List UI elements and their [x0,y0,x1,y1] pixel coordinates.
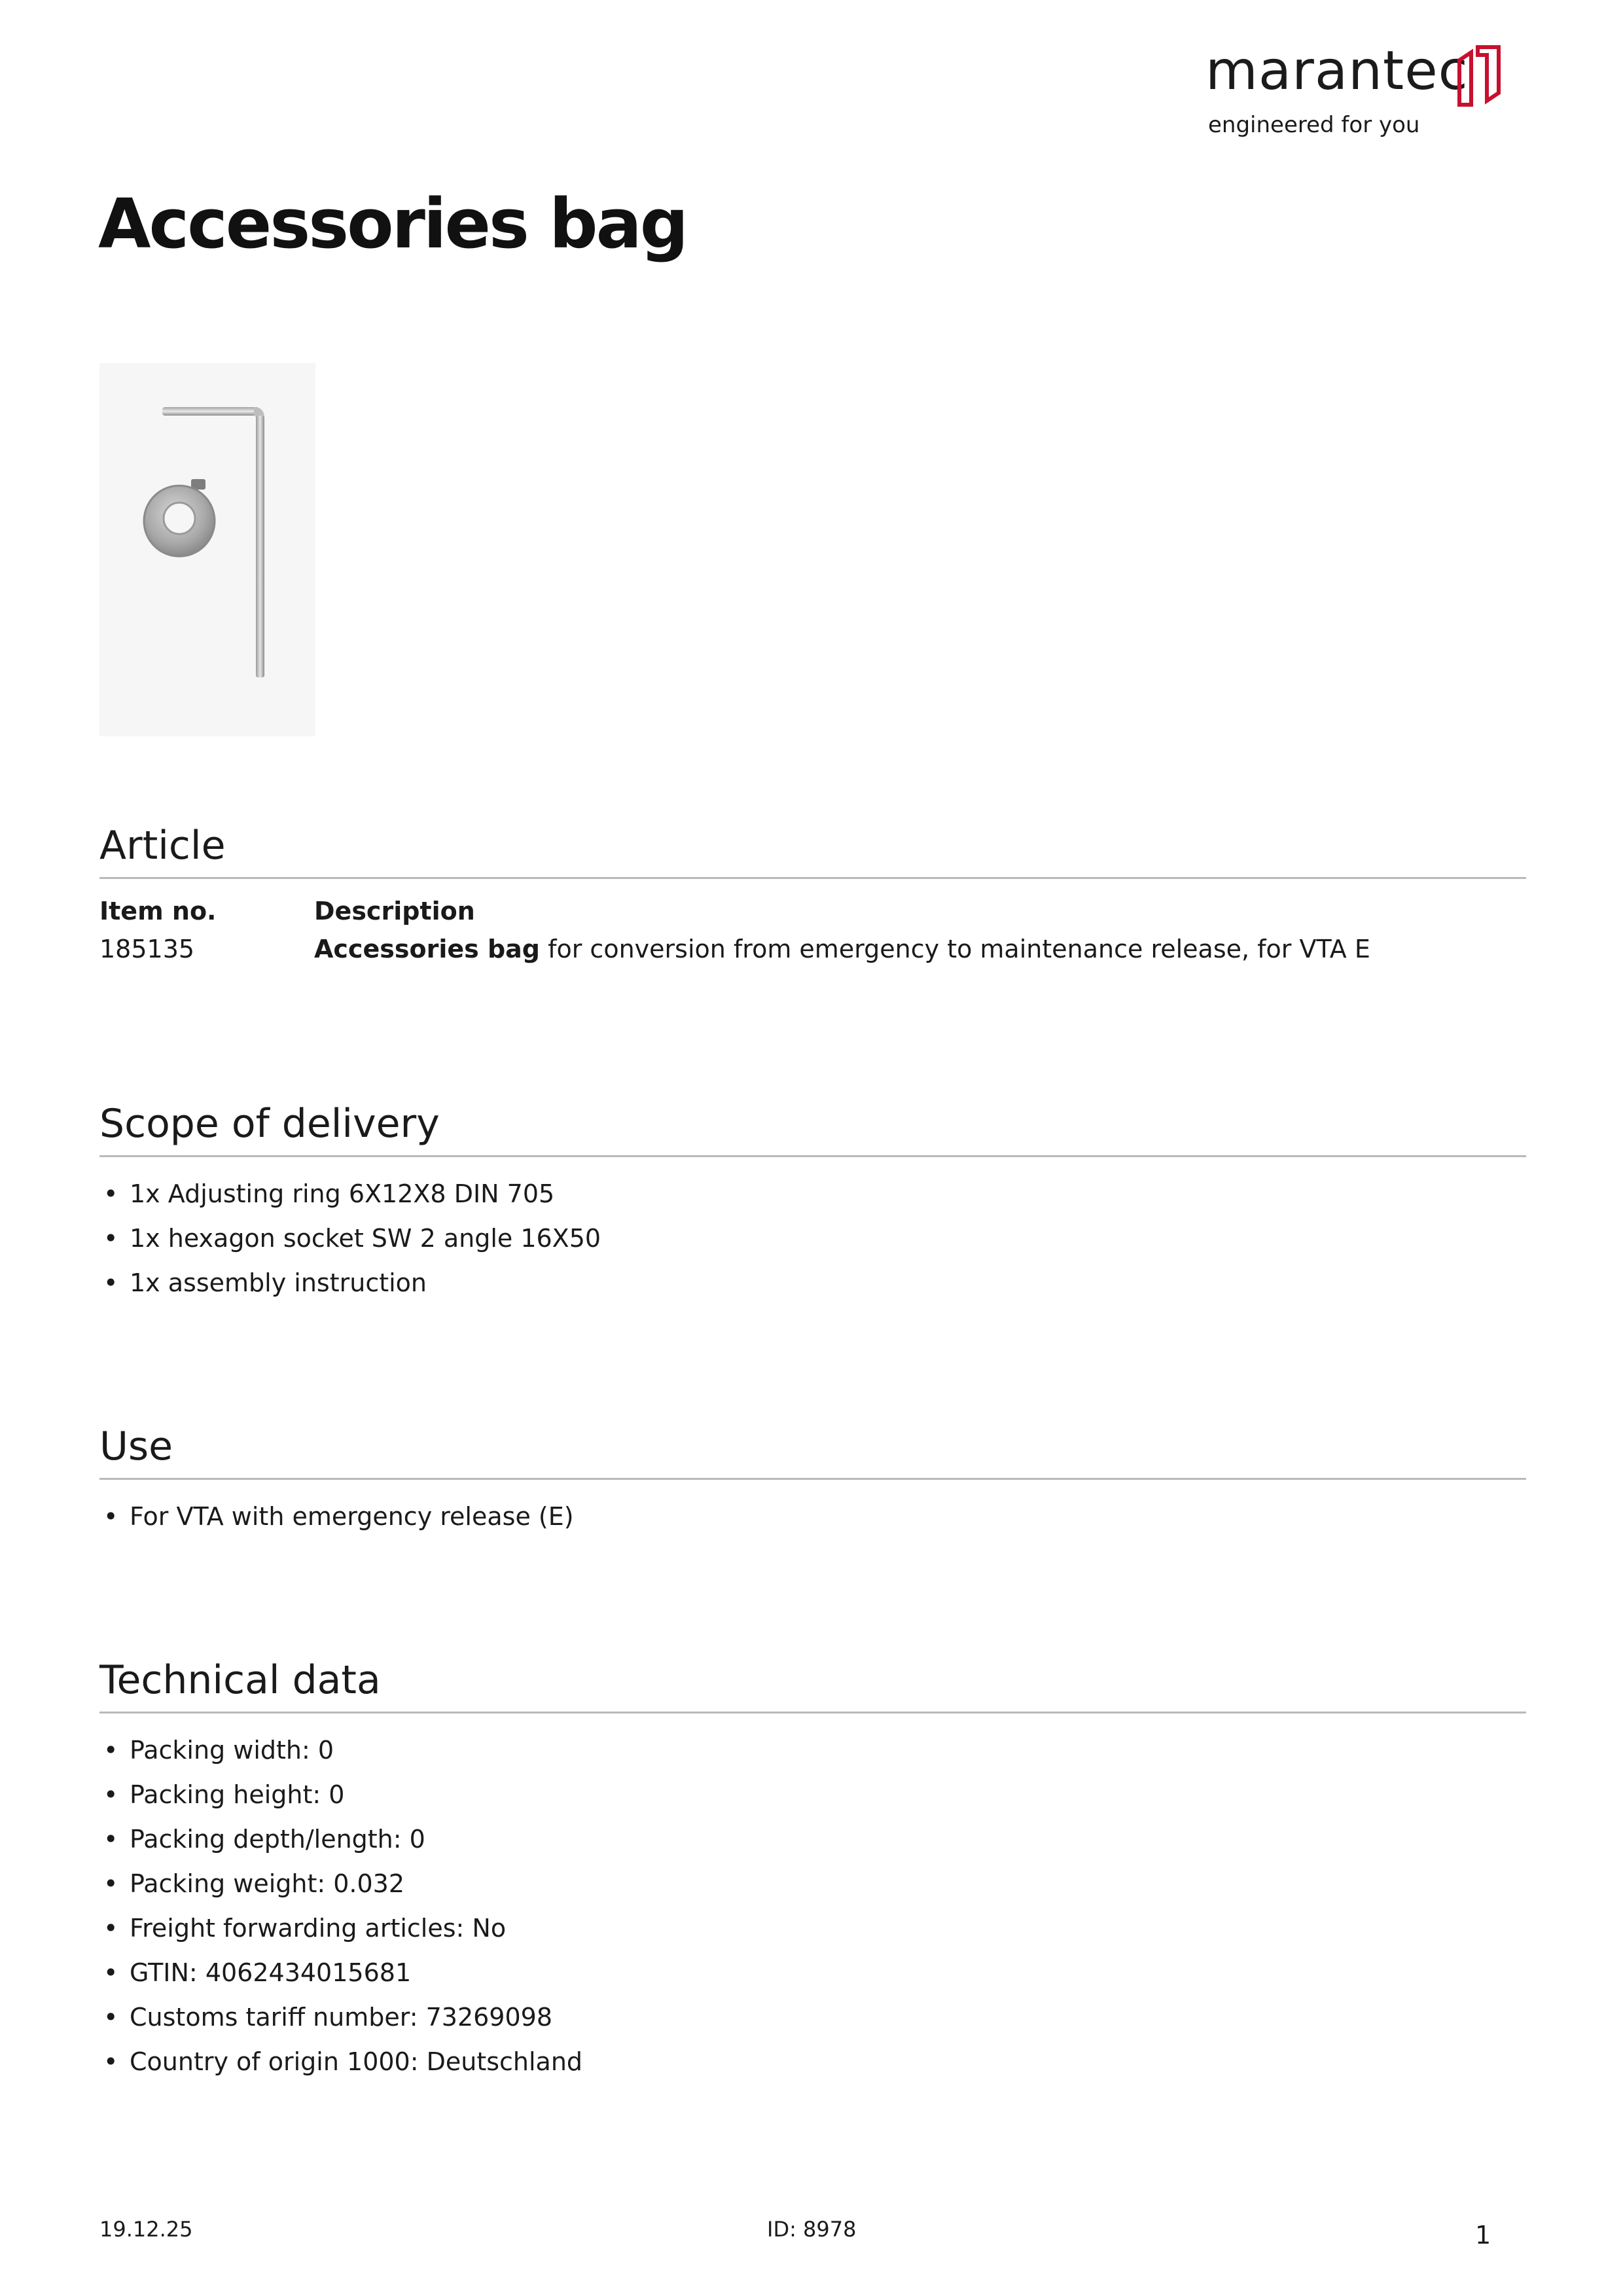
bullet-icon: • [103,1780,118,1809]
list-item-text: Packing width: 0 [130,1736,334,1765]
bullet-icon: • [103,1224,118,1253]
list-item-text: Packing weight: 0.032 [130,1869,405,1898]
list-item-text: Packing height: 0 [130,1780,345,1809]
description-text: for conversion from emergency to maintenance release, for VTA E [540,935,1370,963]
article-header-row [99,892,1526,930]
item-no-value: 185135 [99,935,195,963]
list-item [99,1494,1526,1539]
scope-heading: Scope of delivery [99,1104,1526,1157]
footer-date: 19.12.25 [99,2217,193,2242]
list-item [99,1861,1526,1906]
article-table [99,892,1526,968]
bullet-icon: • [103,2003,118,2032]
logo-wordmark: marantec [1205,40,1469,102]
list-item-text: GTIN: 4062434015681 [130,1958,412,1987]
list-item-text: 1x Adjusting ring 6X12X8 DIN 705 [130,1179,555,1208]
description-value [314,930,1526,968]
list-item [99,1728,1526,1772]
page-title: Accessories bag [98,184,687,264]
list-item [99,1772,1526,1817]
list-item [99,1995,1526,2039]
logo-tagline: engineered for you [1208,112,1420,138]
list-item-text: Country of origin 1000: Deutschland [130,2047,583,2076]
article-data-row [99,930,1526,968]
technical-list [99,1728,1526,2084]
list-item [99,1950,1526,1995]
logo-mark-icon [1455,45,1503,110]
bullet-icon: • [103,1179,118,1208]
list-item-text: 1x assembly instruction [130,1268,427,1297]
bullet-icon: • [103,1825,118,1854]
bullet-icon: • [103,2047,118,2076]
list-item [99,1172,1526,1216]
use-heading: Use [99,1427,1526,1480]
list-item-text: For VTA with emergency release (E) [130,1502,574,1531]
list-item [99,1817,1526,1861]
list-item [99,1261,1526,1305]
list-item-text: 1x hexagon socket SW 2 angle 16X50 [130,1224,601,1253]
description-header: Description [314,897,475,925]
list-item [99,1216,1526,1261]
use-list [99,1494,1526,1539]
footer-page-number: 1 [1475,2221,1491,2250]
description-product-name: Accessories bag [314,935,541,963]
product-image [99,363,315,736]
hex-key-and-ring-photo-icon [99,363,315,736]
bullet-icon: • [103,1736,118,1765]
list-item-text: Customs tariff number: 73269098 [130,2003,553,2032]
scope-list [99,1172,1526,1305]
scope-section [99,1101,1526,1305]
article-heading: Article [99,826,1526,879]
list-item [99,1906,1526,1950]
technical-heading: Technical data [99,1660,1526,1713]
list-item-text: Packing depth/length: 0 [130,1825,425,1854]
item-no-header: Item no. [99,897,217,925]
list-item [99,2039,1526,2084]
bullet-icon: • [103,1958,118,1987]
use-section [99,1424,1526,1539]
bullet-icon: • [103,1869,118,1898]
bullet-icon: • [103,1502,118,1531]
technical-section [99,1657,1526,2084]
article-section [99,823,1526,968]
bullet-icon: • [103,1268,118,1297]
bullet-icon: • [103,1914,118,1943]
brand-logo [1205,41,1507,152]
footer-document-id: ID: 8978 [767,2217,857,2242]
list-item-text: Freight forwarding articles: No [130,1914,507,1943]
